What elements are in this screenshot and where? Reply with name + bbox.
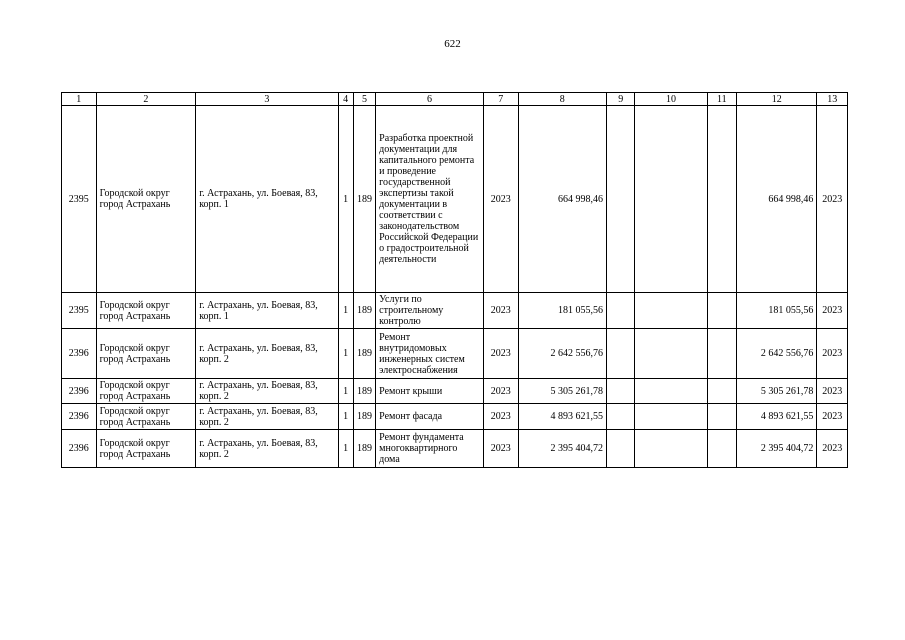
municipality-cell: Городской округ город Астрахань [96, 293, 196, 329]
year-cell: 2023 [483, 293, 518, 329]
work-type-cell: Разработка проектной документации для капитального ремонта и проведение государственной экспертизы такой документации в соответствии с законодательством Российской Федерации о градостроительной деятельности [376, 106, 484, 293]
table-row [62, 329, 848, 379]
column-header: 11 [707, 93, 736, 106]
page-number: 622 [444, 38, 461, 50]
amount-cell: 2 395 404,72 [518, 430, 606, 468]
col4-cell: 1 [338, 329, 353, 379]
column-header: 6 [376, 93, 484, 106]
table-row [62, 430, 848, 468]
col10-cell [635, 404, 707, 430]
column-header: 7 [483, 93, 518, 106]
table-row [62, 293, 848, 329]
municipality-cell: Городской округ город Астрахань [96, 404, 196, 430]
row-number: 2396 [62, 329, 97, 379]
col11-cell [707, 293, 736, 329]
col11-cell [707, 379, 736, 404]
municipality-cell: Городской округ город Астрахань [96, 106, 196, 293]
total-cell: 4 893 621,55 [737, 404, 817, 430]
col10-cell [635, 106, 707, 293]
col11-cell [707, 430, 736, 468]
col10-cell [635, 293, 707, 329]
col11-cell [707, 106, 736, 293]
column-header: 8 [518, 93, 606, 106]
column-header: 9 [606, 93, 634, 106]
completion-year-cell: 2023 [817, 106, 848, 293]
column-header: 12 [737, 93, 817, 106]
col9-cell [606, 404, 634, 430]
municipality-cell: Городской округ город Астрахань [96, 379, 196, 404]
completion-year-cell: 2023 [817, 293, 848, 329]
amount-cell: 181 055,56 [518, 293, 606, 329]
completion-year-cell: 2023 [817, 379, 848, 404]
row-number: 2395 [62, 293, 97, 329]
column-header: 5 [353, 93, 375, 106]
row-number: 2396 [62, 404, 97, 430]
col10-cell [635, 379, 707, 404]
column-header: 13 [817, 93, 848, 106]
address-cell: г. Астрахань, ул. Боевая, 83, корп. 1 [196, 293, 338, 329]
col4-cell: 1 [338, 404, 353, 430]
table-row [62, 404, 848, 430]
year-cell: 2023 [483, 379, 518, 404]
year-cell: 2023 [483, 430, 518, 468]
address-cell: г. Астрахань, ул. Боевая, 83, корп. 2 [196, 379, 338, 404]
address-cell: г. Астрахань, ул. Боевая, 83, корп. 2 [196, 329, 338, 379]
col9-cell [606, 106, 634, 293]
col9-cell [606, 379, 634, 404]
total-cell: 2 642 556,76 [737, 329, 817, 379]
col11-cell [707, 404, 736, 430]
completion-year-cell: 2023 [817, 404, 848, 430]
amount-cell: 2 642 556,76 [518, 329, 606, 379]
col10-cell [635, 430, 707, 468]
col9-cell [606, 293, 634, 329]
completion-year-cell: 2023 [817, 329, 848, 379]
col11-cell [707, 329, 736, 379]
address-cell: г. Астрахань, ул. Боевая, 83, корп. 2 [196, 404, 338, 430]
address-cell: г. Астрахань, ул. Боевая, 83, корп. 2 [196, 430, 338, 468]
row-number: 2396 [62, 430, 97, 468]
work-type-cell: Ремонт фасада [376, 404, 484, 430]
col5-cell: 189 [353, 106, 375, 293]
amount-cell: 664 998,46 [518, 106, 606, 293]
col4-cell: 1 [338, 430, 353, 468]
col5-cell: 189 [353, 430, 375, 468]
column-header: 3 [196, 93, 338, 106]
work-type-cell: Ремонт внутридомовых инженерных систем электроснабжения [376, 329, 484, 379]
total-cell: 2 395 404,72 [737, 430, 817, 468]
header-row [62, 93, 848, 106]
column-header: 2 [96, 93, 196, 106]
address-cell: г. Астрахань, ул. Боевая, 83, корп. 1 [196, 106, 338, 293]
completion-year-cell: 2023 [817, 430, 848, 468]
col5-cell: 189 [353, 379, 375, 404]
register-table [61, 92, 848, 468]
total-cell: 5 305 261,78 [737, 379, 817, 404]
col5-cell: 189 [353, 293, 375, 329]
work-type-cell: Ремонт крыши [376, 379, 484, 404]
municipality-cell: Городской округ город Астрахань [96, 329, 196, 379]
total-cell: 664 998,46 [737, 106, 817, 293]
municipality-cell: Городской округ город Астрахань [96, 430, 196, 468]
column-header: 1 [62, 93, 97, 106]
col9-cell [606, 329, 634, 379]
amount-cell: 5 305 261,78 [518, 379, 606, 404]
col4-cell: 1 [338, 379, 353, 404]
table-row [62, 106, 848, 293]
col9-cell [606, 430, 634, 468]
year-cell: 2023 [483, 404, 518, 430]
year-cell: 2023 [483, 106, 518, 293]
col4-cell: 1 [338, 293, 353, 329]
row-number: 2396 [62, 379, 97, 404]
col10-cell [635, 329, 707, 379]
row-number: 2395 [62, 106, 97, 293]
column-header: 4 [338, 93, 353, 106]
amount-cell: 4 893 621,55 [518, 404, 606, 430]
column-header: 10 [635, 93, 707, 106]
table-row [62, 379, 848, 404]
work-type-cell: Услуги по строительному контролю [376, 293, 484, 329]
year-cell: 2023 [483, 329, 518, 379]
col4-cell: 1 [338, 106, 353, 293]
col5-cell: 189 [353, 329, 375, 379]
work-type-cell: Ремонт фундамента многоквартирного дома [376, 430, 484, 468]
total-cell: 181 055,56 [737, 293, 817, 329]
col5-cell: 189 [353, 404, 375, 430]
